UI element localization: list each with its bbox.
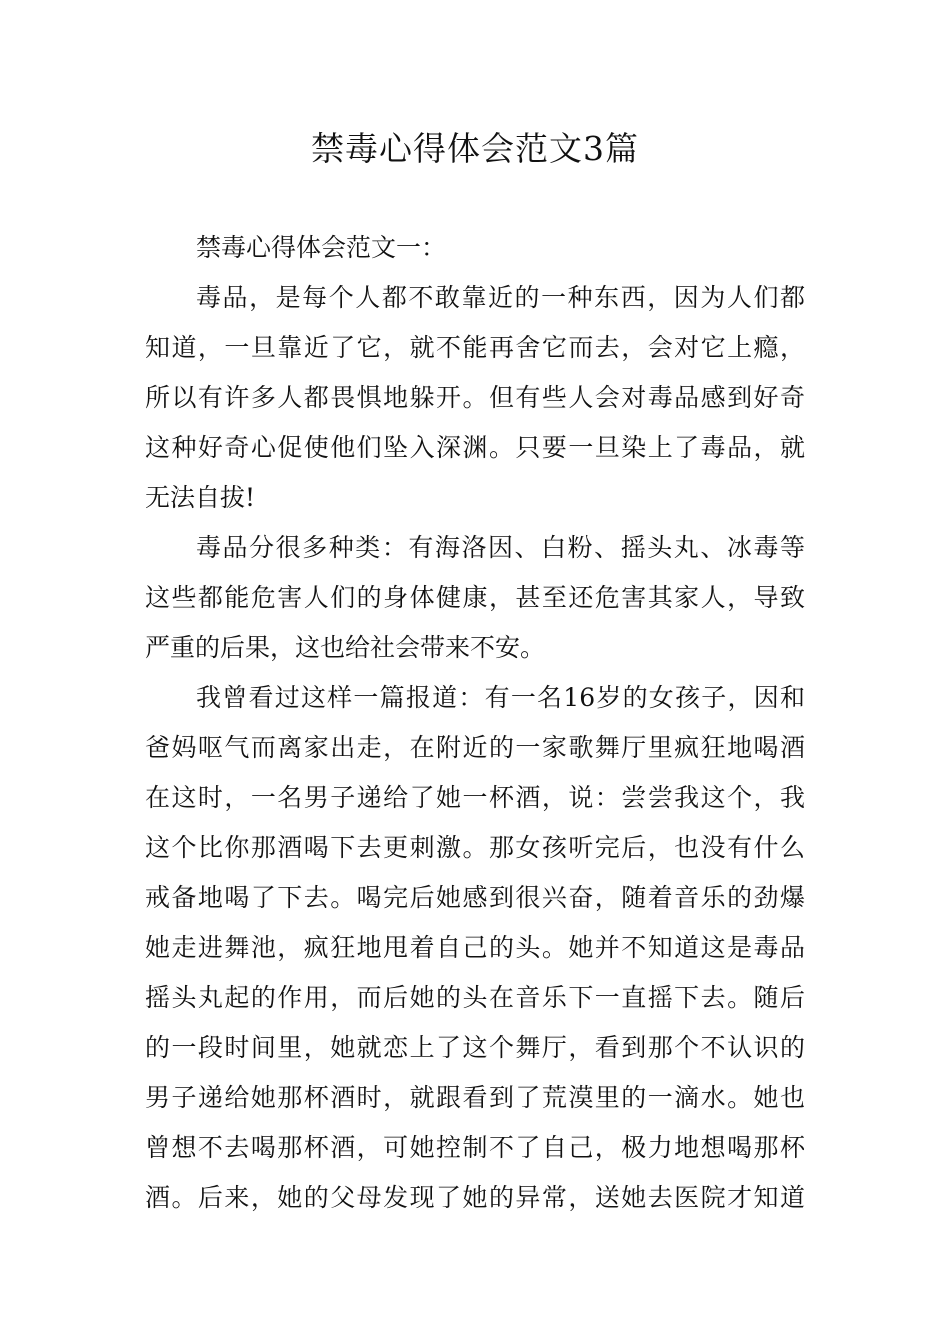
paragraph-line: 这些都能危害人们的身体健康，甚至还危害其家人，导致 bbox=[145, 583, 805, 612]
paragraph-line: 酒。后来，她的父母发现了她的异常，送她去医院才知道 bbox=[145, 1183, 805, 1212]
paragraph-line: 我曾看过这样一篇报道：有一名16岁的女孩子，因和 bbox=[196, 683, 805, 712]
paragraph-line: 的一段时间里，她就恋上了这个舞厅，看到那个不认识的 bbox=[145, 1033, 805, 1062]
section-heading: 禁毒心得体会范文一： bbox=[196, 233, 447, 262]
paragraph-line: 这种好奇心促使他们坠入深渊。只要一旦染上了毒品，就 bbox=[145, 433, 805, 462]
paragraph-line: 无法自拔! bbox=[145, 483, 256, 512]
paragraph-line: 戒备地喝了下去。喝完后她感到很兴奋，随着音乐的劲爆 bbox=[145, 883, 805, 912]
paragraph-line: 男子递给她那杯酒时，就跟看到了荒漠里的一滴水。她也 bbox=[145, 1083, 805, 1112]
paragraph-line: 毒品分很多种类：有海洛因、白粉、摇头丸、冰毒等 bbox=[196, 533, 805, 562]
paragraph-line: 严重的后果，这也给社会带来不安。 bbox=[145, 633, 546, 662]
paragraph-line: 在这时，一名男子递给了她一杯酒，说：尝尝我这个，我 bbox=[145, 783, 805, 812]
paragraph-line: 爸妈呕气而离家出走，在附近的一家歌舞厅里疯狂地喝酒 bbox=[145, 733, 805, 762]
paragraph-line: 她走进舞池，疯狂地甩着自己的头。她并不知道这是毒品 bbox=[145, 933, 805, 962]
paragraph-line: 曾想不去喝那杯酒，可她控制不了自己，极力地想喝那杯 bbox=[145, 1133, 805, 1162]
paragraph-line: 知道，一旦靠近了它，就不能再舍它而去，会对它上瘾， bbox=[145, 333, 805, 362]
paragraph-line: 所以有许多人都畏惧地躲开。但有些人会对毒品感到好奇 bbox=[145, 383, 805, 412]
document-title: 禁毒心得体会范文3篇 bbox=[311, 129, 639, 168]
paragraph-line: 摇头丸起的作用，而后她的头在音乐下一直摇下去。随后 bbox=[145, 983, 805, 1012]
paragraph-line: 毒品，是每个人都不敢靠近的一种东西，因为人们都 bbox=[196, 283, 805, 312]
paragraph-line: 这个比你那酒喝下去更刺激。那女孩听完后，也没有什么 bbox=[145, 833, 805, 862]
